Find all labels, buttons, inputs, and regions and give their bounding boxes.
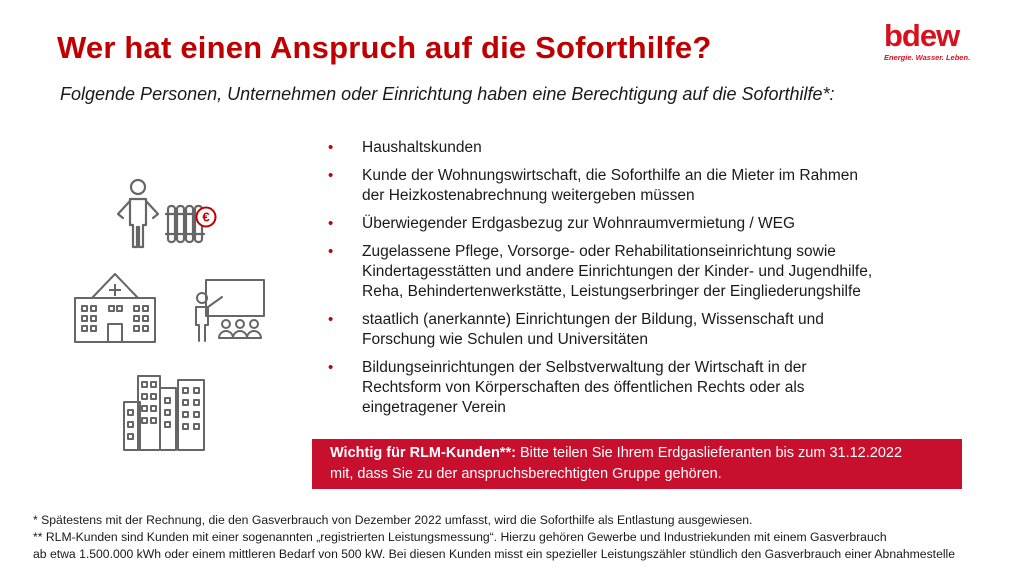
footnote-1: * Spätestens mit der Rechnung, die den Gasverbrauch von Dezember 2022 umfasst, wird die Soforthilfe als Entlastung ausgewiesen. [33, 513, 753, 527]
page-title: Wer hat einen Anspruch auf die Soforthilfe? [57, 30, 712, 65]
teacher-classroom-icon [188, 276, 268, 346]
bullet-dot: • [328, 359, 334, 376]
list-item: • Haushaltskunden [328, 139, 482, 156]
footnotes [33, 512, 955, 563]
bullet-dot: • [328, 215, 334, 232]
bullet-dot: • [328, 243, 334, 260]
eligibility-list [318, 138, 958, 426]
footnote-2-continued: ab etwa 1.500.000 kWh oder einem mittleren Bedarf von 500 kW. Bei diesen Kunden misst ein spezieller Leistungszähler stündlich den Gasverbrauch einer Abnahmestelle [33, 547, 956, 561]
rlm-notice-text-1: Bitte teilen Sie Ihrem Erdgaslieferanten bis zum 31.12.2022 [515, 445, 903, 461]
list-item: • Kunde der Wohnungswirtschaft, die Soforthilfe an die Mieter im Rahmen der Heizkostenabrechnung weitergeben müssen [328, 167, 858, 204]
list-item: • Zugelassene Pflege, Vorsorge- oder Rehabilitationseinrichtung sowie Kindertagesstätten und andere Einrichtungen der Kinder- und Jugendhilfe, Reha, Behindertenwerkstätte, Leistungserbringer der Eingliederungshilfe [328, 243, 873, 300]
subtitle: Folgende Personen, Unternehmen oder Einrichtung haben eine Berechtigung auf die Soforthilfe*: [60, 84, 835, 104]
svg-text:€: € [202, 209, 210, 225]
logo-word: bdew [884, 18, 960, 53]
euro-icon [195, 206, 217, 228]
rlm-notice-box [312, 439, 962, 489]
bdew-logo [884, 20, 984, 62]
list-item: • staatlich (anerkannte) Einrichtungen der Bildung, Wissenschaft und Forschung wie Schulen und Universitäten [328, 311, 824, 348]
bullet-dot: • [328, 311, 334, 328]
office-buildings-icon [120, 372, 210, 452]
logo-tagline: Energie. Wasser. Leben. [884, 53, 971, 62]
hospital-building-icon [72, 270, 158, 346]
footnote-2: ** RLM-Kunden sind Kunden mit einer sogenannten „registrierten Leistungsmessung“. Hierzu gehören Gewerbe und Industriekunden mit einem Gasverbrauch [33, 530, 887, 544]
rlm-notice-text-2: mit, dass Sie zu der anspruchsberechtigten Gruppe gehören. [330, 466, 722, 482]
list-item: • Bildungseinrichtungen der Selbstverwaltung der Wirtschaft in der Rechtsform von Körperschaften des öffentlichen Rechts oder als eingetragener Verein [328, 359, 807, 416]
bullet-dot: • [328, 139, 334, 156]
rlm-notice-heading: Wichtig für RLM-Kunden**: [330, 445, 516, 461]
bullet-dot: • [328, 167, 334, 184]
list-item: • Überwiegender Erdgasbezug zur Wohnraumvermietung / WEG [328, 215, 796, 232]
